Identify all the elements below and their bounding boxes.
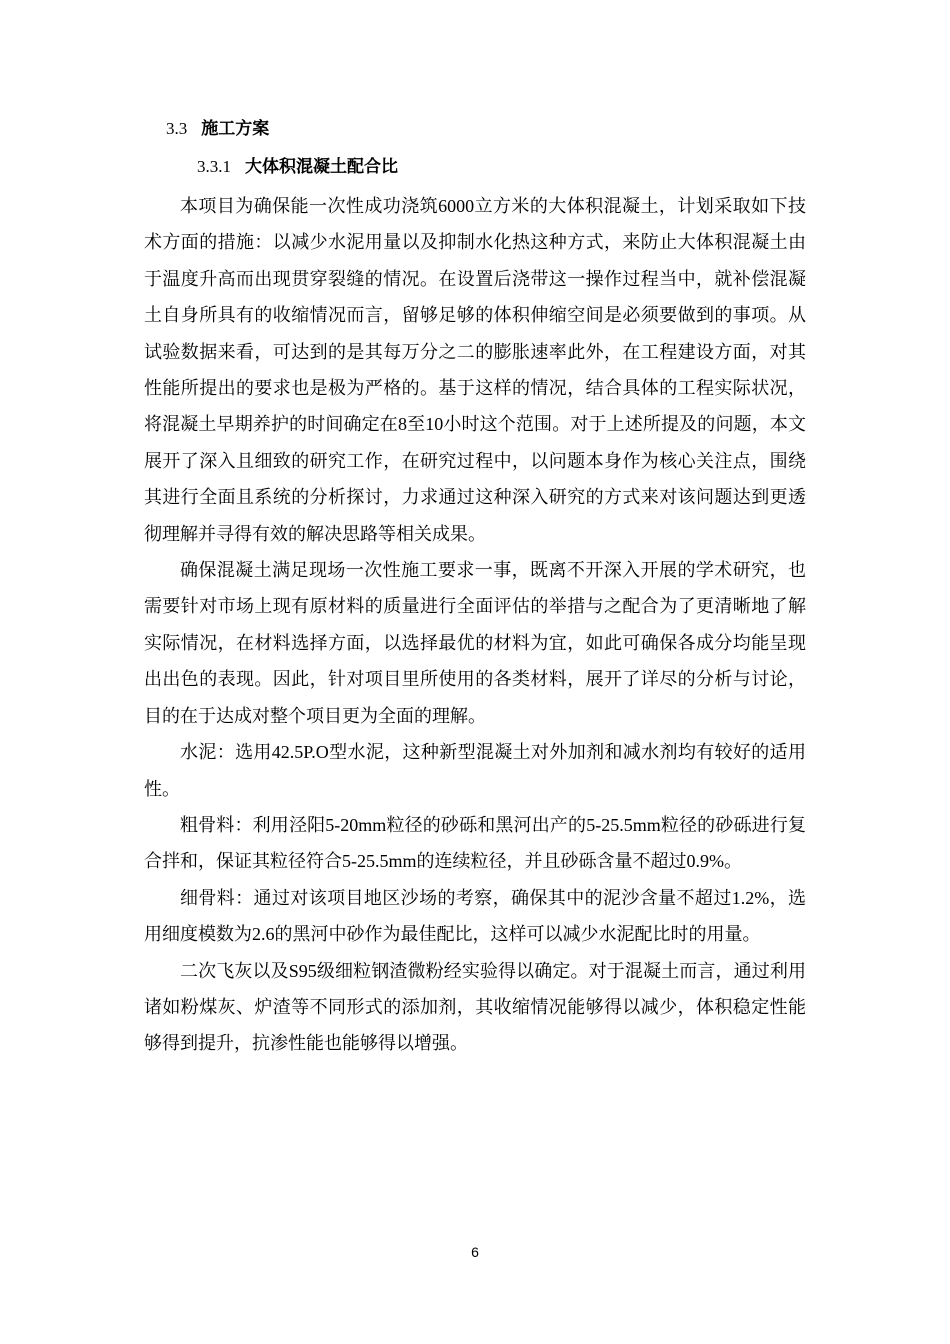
subsection-heading — [144, 148, 806, 186]
subsection-number: 3.3.1 — [197, 157, 231, 176]
section-title: 施工方案 — [201, 119, 270, 139]
section-heading — [144, 110, 806, 148]
page-number: 6 — [471, 1244, 479, 1260]
paragraph-materials: 确保混凝土满足现场一次性施工要求一事，既离不开深入开展的学术研究，也需要针对市场上现有原材料的质量进行全面评估的举措与之配合为了更清晰地了解实际情况，在材料选择方面，以选择最优的材料为宜，如此可确保各成分均能呈现出出色的表现。因此，针对项目里所使用的各类材料，展开了详尽的分析与讨论，目的在于达成对整个项目更为全面的理解。 — [144, 560, 806, 726]
paragraph-admixtures: 二次飞灰以及S95级细粒钢渣微粉经实验得以确定。对于混凝土而言，通过利用诸如粉煤灰、炉渣等不同形式的添加剂，其收缩情况能够得以减少，体积稳定性能够得到提升，抗渗性能也能够得以增强。 — [144, 960, 806, 1054]
subsection-title: 大体积混凝土配合比 — [245, 157, 398, 177]
paragraph-cement: 水泥：选用42.5P.O型水泥，这种新型混凝土对外加剂和减水剂均有较好的适用性。 — [144, 742, 806, 799]
paragraph-intro: 本项目为确保能一次性成功浇筑6000立方米的大体积混凝土，计划采取如下技术方面的措施：以减少水泥用量以及抑制水化热这种方式，来防止大体积混凝土由于温度升高而出现贯穿裂缝的情况。在设置后浇带这一操作过程当中，就补偿混凝土自身所具有的收缩情况而言，留够足够的体积伸缩空间是必须要做到的事项。从试验数据来看，可达到的是其每万分之二的膨胀速率此外，在工程建设方面，对其性能所提出的要求也是极为严格的。基于这样的情况，结合具体的工程实际状况，将混凝土早期养护的时间确定在8至10小时这个范围。对于上述所提及的问题，本文展开了深入且细致的研究工作，在研究过程中，以问题本身作为核心关注点，围绕其进行全面且系统的分析探讨，力求通过这种深入研究的方式来对该问题达到更透彻理解并寻得有效的解决思路等相关成果。 — [144, 196, 806, 544]
page-body — [144, 110, 806, 1062]
paragraph-coarse-aggregate: 粗骨料：利用泾阳5-20mm粒径的砂砾和黑河出产的5-25.5mm粒径的砂砾进行复合拌和，保证其粒径符合5-25.5mm的连续粒径，并且砂砾含量不超过0.9%。 — [144, 814, 806, 872]
section-number: 3.3 — [166, 119, 188, 138]
paragraph-fine-aggregate: 细骨料：通过对该项目地区沙场的考察，确保其中的泥沙含量不超过1.2%，选用细度模数为2.6的黑河中砂作为最佳配比，这样可以减少水泥配比时的用量。 — [144, 887, 806, 945]
